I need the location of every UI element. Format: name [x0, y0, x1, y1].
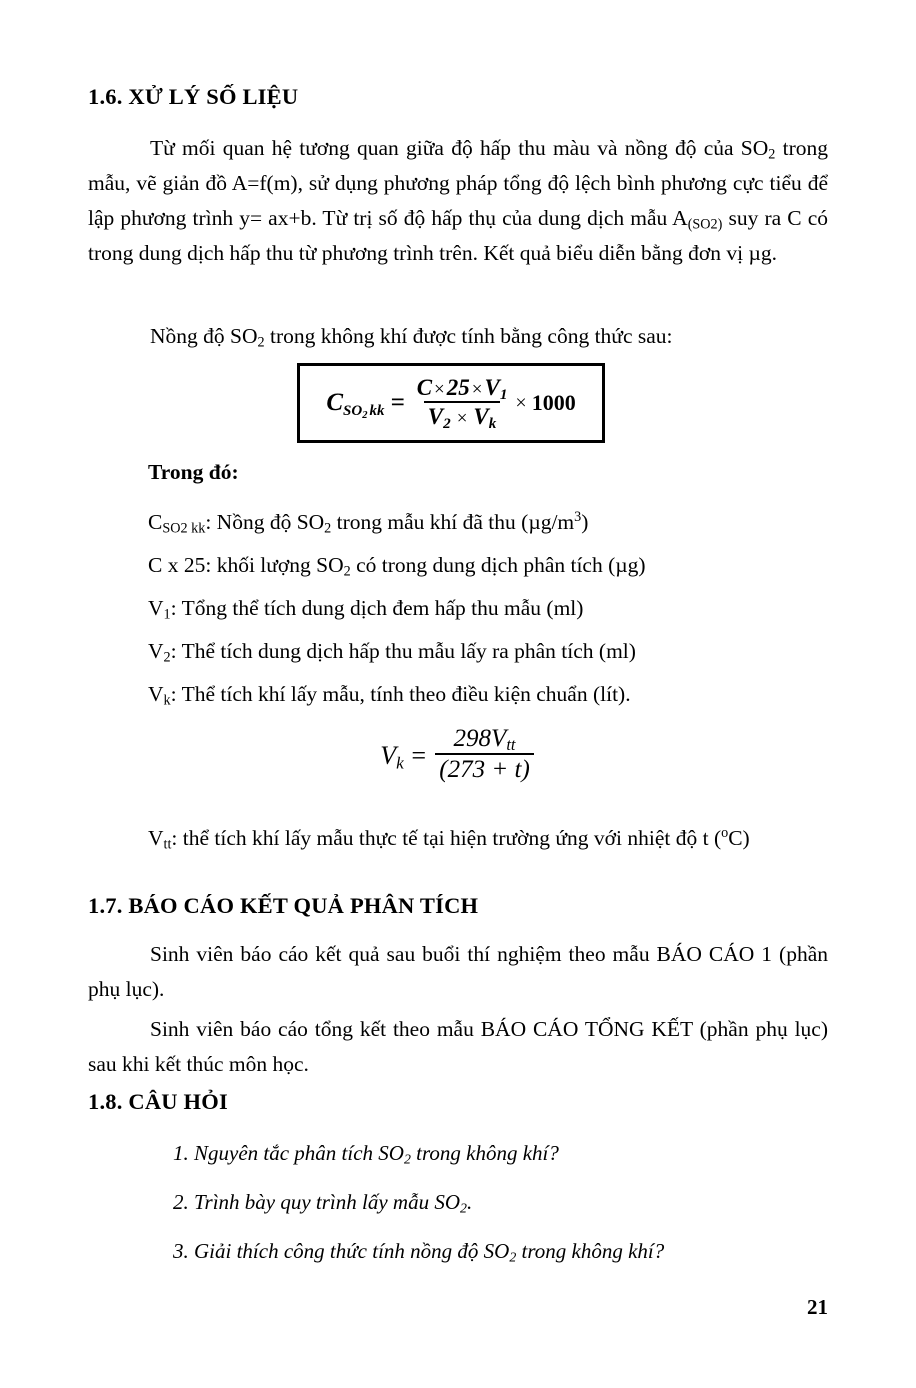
vtt-symbol-subscript: tt [163, 836, 172, 853]
formula-lhs-sub-2: 2 [362, 409, 368, 421]
vtt-text-end: C) [728, 826, 750, 850]
formula-denominator [424, 401, 501, 430]
formula-vk-fraction [435, 726, 533, 785]
def-text: : Nồng độ SO [205, 510, 325, 534]
num-v: V [484, 374, 500, 400]
label-trong-do: Trong đó: [148, 460, 239, 484]
den-vk-subscript: k [488, 414, 497, 432]
question-text-after: . [466, 1190, 473, 1214]
vk-num-298: 298 [453, 725, 492, 752]
formula-equals: = [390, 389, 405, 416]
def-symbol-base: C [148, 510, 163, 534]
formula-vk-denominator: (273 + t) [435, 753, 533, 785]
vtt-text: : thể tích khí lấy mẫu thực tế tại hiện trường ứng với nhiệt độ t ( [171, 826, 722, 850]
vk-num-v-subscript: tt [506, 735, 516, 755]
section-heading-1-8: 1.8. CÂU HỎI [88, 1089, 228, 1114]
def-text-superscript: 3 [574, 509, 582, 526]
question-item-1 [88, 1136, 913, 1170]
formula-lhs-subscript [343, 403, 384, 419]
den-v-subscript: 2 [443, 414, 451, 432]
def-text: : Tổng thể tích dung dịch đem hấp thu mẫu (ml) [170, 596, 584, 620]
definition-c-so2-kk [88, 505, 888, 540]
definition-vk [88, 677, 888, 712]
vtt-symbol-base: V [148, 826, 164, 850]
formula-lhs-base: C [326, 389, 343, 416]
def-symbol-base: C x 25 [148, 553, 206, 577]
question-subscript: 2 [460, 1200, 467, 1216]
def-symbol-base: V [148, 596, 164, 620]
formula-lhs-sub-so: SO [343, 402, 363, 419]
question-text-after: trong không khí? [516, 1239, 665, 1263]
def-symbol-base: V [148, 639, 164, 663]
formula-vk-lhs [380, 741, 404, 771]
question-item-3 [88, 1234, 913, 1268]
def-text: : Thể tích dung dịch hấp thu mẫu lấy ra phân tích (ml) [170, 639, 636, 663]
para1-text-part2: trong mẫu, vẽ giản đồ A=f(m), sử dụng phương pháp tổng độ lệch bình phương cực tiểu để lập phương trình y= ax+b. Từ trị số độ hấp thụ của dung dịch mẫu A [88, 136, 828, 230]
formula-concentration [300, 366, 602, 440]
definition-vtt [88, 821, 828, 856]
formula-tail-times: × [515, 391, 527, 414]
def-symbol-subscript: 2 [163, 649, 171, 666]
definition-v2 [88, 634, 888, 669]
formula-numerator [413, 376, 512, 401]
num-v-subscript: 1 [499, 385, 508, 403]
def-text-rest: trong mẫu khí đã thu (µg/m [331, 510, 575, 534]
formula-vk [88, 726, 828, 785]
den-times: × [456, 407, 468, 429]
def-symbol-base: V [148, 682, 164, 706]
formula-box-concentration [297, 363, 605, 443]
def-text-subscript: 2 [324, 520, 332, 537]
page-number: 21 [807, 1295, 828, 1319]
definition-v1 [88, 591, 888, 626]
num-times-1: × [434, 378, 445, 400]
def-text: : khối lượng SO [205, 553, 344, 577]
def-text-rest: có trong dung dịch phân tích (µg) [350, 553, 646, 577]
para2-text-part2: trong không khí được tính bằng công thức sau: [264, 324, 673, 348]
question-text-before: 1. Nguyên tắc phân tích SO [173, 1141, 404, 1165]
formula-fraction [413, 376, 512, 431]
def-symbol-subscript: k [163, 692, 171, 709]
vk-num-v: V [491, 725, 507, 752]
para2-text-part1: Nồng độ SO [150, 324, 258, 348]
para1-text-part1: Từ mối quan hệ tương quan giữa độ hấp thu màu và nồng độ của SO [150, 136, 769, 160]
den-vk: V [473, 403, 489, 429]
so2-subscript: 2 [257, 334, 265, 351]
def-symbol-subscript: SO2 kk [162, 520, 206, 537]
section-heading-1-6: 1.6. XỬ LÝ SỐ LIỆU [88, 84, 299, 109]
a-so2-subscript: (SO2) [687, 216, 723, 233]
formula-lhs [326, 389, 385, 421]
num-times-2: × [471, 378, 483, 400]
question-subscript: 2 [403, 1151, 411, 1167]
vk-lhs-base: V [380, 740, 397, 770]
document-page [88, 0, 828, 1388]
formula-lhs-sub-kk: kk [369, 402, 385, 419]
question-text-before: 2. Trình bày quy trình lấy mẫu SO [173, 1190, 460, 1214]
paragraph-data-processing [88, 131, 828, 271]
para1-text-part3: suy ra C có trong dung dịch hấp thu từ phương trình trên. Kết quả biểu diễn bằng đơn vị µg. [88, 206, 828, 265]
section-heading-1-7: 1.7. BÁO CÁO KẾT QUẢ PHÂN TÍCH [88, 893, 479, 918]
question-text-before: 3. Giải thích công thức tính nồng độ SO [173, 1239, 510, 1263]
def-text: : Thể tích khí lấy mẫu, tính theo điều kiện chuẩn (lít). [170, 682, 631, 706]
formula-tail-value: 1000 [531, 390, 576, 415]
paragraph-formula-intro [88, 319, 828, 354]
paragraph-report-1: Sinh viên báo cáo kết quả sau buổi thí nghiệm theo mẫu BÁO CÁO 1 (phần phụ lục). [88, 942, 828, 1001]
formula-vk-equals: = [409, 740, 428, 770]
formula-vk-inline [380, 726, 536, 785]
num-25: 25 [446, 374, 470, 400]
question-item-2 [88, 1185, 913, 1219]
formula-vk-numerator [450, 726, 520, 753]
den-v: V [427, 403, 444, 429]
def-symbol-subscript: 1 [163, 606, 171, 623]
vk-lhs-subscript: k [396, 752, 404, 772]
so2-subscript: 2 [768, 146, 776, 163]
def-text-end: ) [581, 510, 589, 534]
paragraph-report-2: Sinh viên báo cáo tổng kết theo mẫu BÁO CÁO TỔNG KẾT (phần phụ lục) sau khi kết thúc môn học. [88, 1017, 828, 1076]
definition-c-x-25 [88, 548, 888, 583]
question-subscript: 2 [509, 1249, 517, 1265]
def-text-subscript: 2 [343, 563, 351, 580]
degree-superscript: o [721, 825, 729, 842]
num-c: C [416, 374, 433, 400]
question-text-after: trong không khí? [410, 1141, 559, 1165]
